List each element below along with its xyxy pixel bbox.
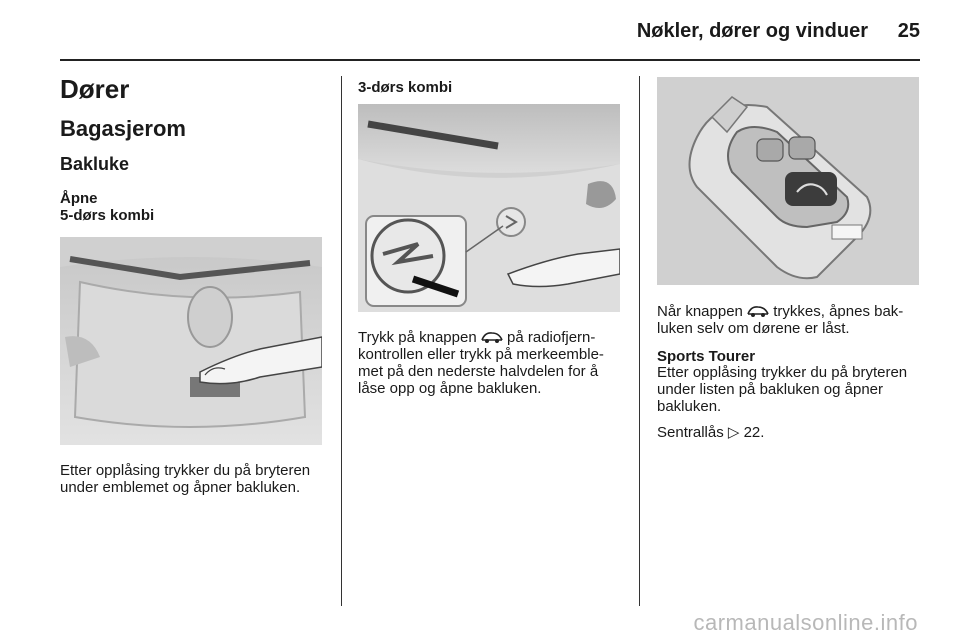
para-line: under listen på bakluken og åpner xyxy=(657,381,883,398)
sports-tourer-heading: Sports Tourer xyxy=(657,348,756,365)
para-line: på radiofjern- xyxy=(502,329,596,346)
para-5door-open xyxy=(60,462,310,496)
tailgate-5door-illustration xyxy=(60,237,322,445)
column-divider xyxy=(341,76,342,606)
central-lock-link[interactable]: Sentrallås ▷ 22. xyxy=(657,424,765,441)
para-sports-tourer xyxy=(657,364,907,415)
three-door-heading: 3-dørs kombi xyxy=(358,79,453,96)
tailgate-3door-illustration xyxy=(358,104,620,312)
car-tailgate-icon xyxy=(481,330,503,344)
open-heading: Åpne xyxy=(60,190,98,207)
para-line: låse opp og åpne bakluken. xyxy=(358,380,542,397)
para-line: luken selv om dørene er låst. xyxy=(657,320,850,337)
page-number: 25 xyxy=(897,20,920,42)
para-line: Trykk på knappen xyxy=(358,329,481,346)
column-divider xyxy=(639,76,640,606)
para-3door-open xyxy=(358,329,604,397)
para-line: trykkes, åpnes bak- xyxy=(769,303,904,320)
car-tailgate-icon xyxy=(747,304,769,318)
para-line: bakluken. xyxy=(657,398,722,415)
para-line: kontrollen eller trykk på merkeemble- xyxy=(358,346,604,363)
watermark: carmanualsonline.info xyxy=(693,610,918,635)
para-line: Når knappen xyxy=(657,303,748,320)
header-title: Nøkler, dører og vinduer xyxy=(636,20,868,42)
para-line: under emblemet og åpner bakluken. xyxy=(60,479,301,496)
para-line: Etter opplåsing trykker du på bryteren xyxy=(657,364,908,381)
para-button-press xyxy=(657,303,903,337)
para-line: Etter opplåsing trykker du på bryteren xyxy=(60,462,311,479)
section-title: Dører xyxy=(60,74,130,104)
page-header xyxy=(0,0,960,62)
five-door-heading: 5-dørs kombi xyxy=(60,207,155,224)
header-rule xyxy=(60,59,920,61)
subsection-title: Bagasjerom xyxy=(60,116,186,141)
para-central-lock-ref xyxy=(657,424,764,441)
topic-title: Bakluke xyxy=(60,154,130,174)
remote-key-illustration xyxy=(657,77,919,285)
para-line: met på den nederste halvdelen for å xyxy=(358,363,599,380)
